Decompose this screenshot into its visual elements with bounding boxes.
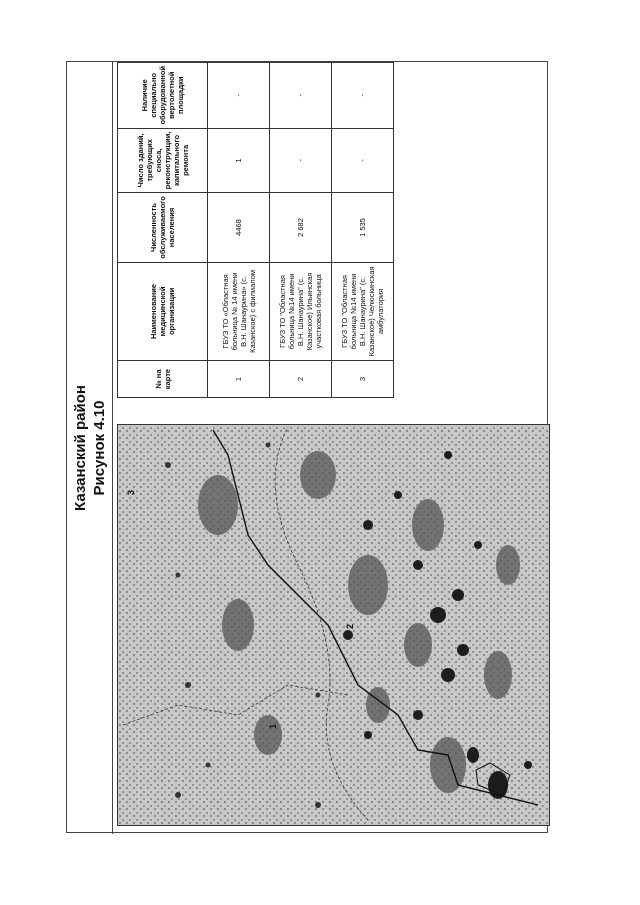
map-marker-2: 2 bbox=[345, 623, 355, 629]
rotated-page-content bbox=[67, 62, 549, 834]
title-divider bbox=[112, 62, 113, 834]
cell-population-served: 4468 bbox=[208, 193, 270, 263]
cell-organization-name: ГБУЗ ТО "Областная больница №14 имени В.Н. Шанаурина" (с. Казанское) Ильинская участковая больница bbox=[270, 262, 332, 360]
header-helipad: Наличие специально оборудованной вертолетной площадки bbox=[118, 63, 208, 129]
table-row bbox=[270, 63, 332, 398]
header-buildings-needing-repair: Число зданий, требующих сноса, реконструкции, капитального ремонта bbox=[118, 128, 208, 193]
cell-map-number: 3 bbox=[332, 361, 394, 398]
map-marker-3: 3 bbox=[126, 489, 136, 495]
cell-map-number: 1 bbox=[208, 361, 270, 398]
header-map-number: № на карте bbox=[118, 361, 208, 398]
map-image bbox=[118, 424, 550, 825]
header-organization-name: Наименование медицинской организации bbox=[118, 262, 208, 360]
document-frame bbox=[66, 61, 548, 833]
map-marker-1: 1 bbox=[268, 723, 278, 729]
medical-organizations-table bbox=[117, 62, 394, 398]
cell-helipad: - bbox=[208, 63, 270, 129]
district-map bbox=[117, 424, 550, 826]
cell-organization-name: ГБУЗ ТО «Областная больница № 14 имени В.Н. Шанаурина» (с. Казанское) с филиалом bbox=[208, 262, 270, 360]
cell-buildings-needing-repair: - bbox=[270, 128, 332, 193]
cell-helipad: - bbox=[332, 63, 394, 129]
cell-map-number: 2 bbox=[270, 361, 332, 398]
cell-buildings-needing-repair: - bbox=[332, 128, 394, 193]
cell-population-served: 2 682 bbox=[270, 193, 332, 263]
table-header-row bbox=[118, 63, 208, 398]
table-row bbox=[332, 63, 394, 398]
cell-organization-name: ГБУЗ ТО "Областная больница №14 имени В.Н. Шанаурина" (с. Казанское) Челюскинская амбулатория bbox=[332, 262, 394, 360]
cell-population-served: 1 535 bbox=[332, 193, 394, 263]
header-population-served: Численность обслуживаемого населения bbox=[118, 193, 208, 263]
cell-helipad: - bbox=[270, 63, 332, 129]
district-title: Казанский район bbox=[72, 385, 89, 511]
cell-buildings-needing-repair: 1 bbox=[208, 128, 270, 193]
table-row bbox=[208, 63, 270, 398]
figure-number: Рисунок 4.10 bbox=[91, 400, 108, 496]
title-block bbox=[67, 62, 113, 834]
